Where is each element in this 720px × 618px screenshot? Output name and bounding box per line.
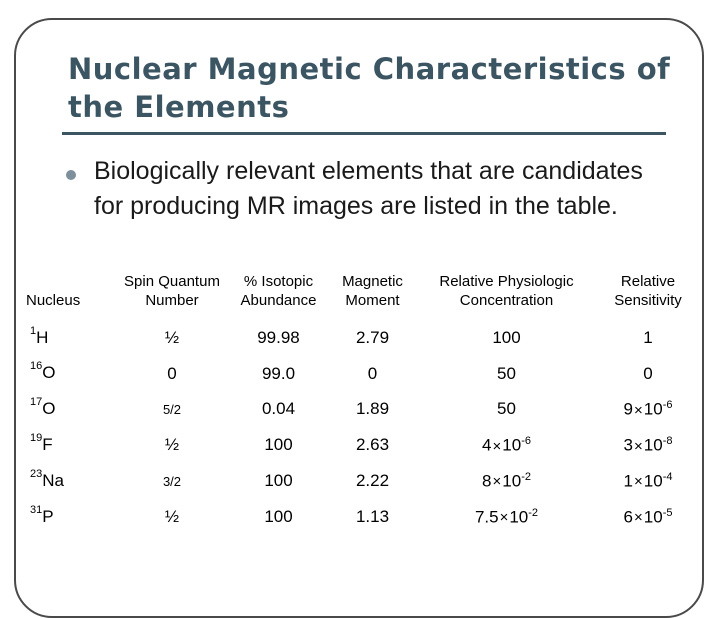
moment-cell: 0 [367,363,378,383]
frame-gap [0,210,8,460]
header-spin: Spin Quantum Number [124,273,220,309]
nucleus-cell [20,463,115,499]
element-symbol: H [36,327,49,347]
header-moment: Magnetic Moment [342,273,403,309]
base: 10 [643,435,663,455]
sensitivity-cell [596,499,700,535]
table-row [20,392,700,428]
abundance-cell: 100 [264,435,293,455]
concentration-cell [417,463,596,499]
exponent: -2 [521,470,531,483]
slide-title: Nuclear Magnetic Characteristics of the Elements [68,52,671,124]
spin-cell: ½ [164,435,180,455]
sensitivity-cell [596,392,700,428]
times-sign: × [634,509,643,527]
mantissa: 9 [623,399,633,419]
times-sign: × [499,509,509,527]
concentration-cell [417,499,596,535]
exponent: -4 [662,470,673,483]
table-row [20,463,700,499]
concentration-cell: 100 [492,327,521,347]
mass-number: 19 [30,431,43,444]
table-row [20,499,700,535]
times-sign: × [634,437,643,455]
exponent: -6 [521,434,531,447]
mantissa: 7.5 [474,507,499,527]
abundance-cell: 99.0 [261,363,296,383]
moment-cell: 2.22 [355,471,390,491]
bullet-icon [66,170,76,180]
table-row [20,320,700,356]
spin-cell: ½ [164,327,180,347]
element-symbol: O [42,363,56,383]
exponent: -6 [662,399,673,412]
abundance-cell: 100 [264,506,293,526]
element-symbol: Na [42,470,64,490]
base: 10 [502,471,522,491]
times-sign: × [492,437,502,455]
element-symbol: F [42,434,53,454]
exponent: -8 [662,434,673,447]
sensitivity-cell [596,463,700,499]
table-header-row [20,262,700,320]
spin-cell: ½ [164,506,180,526]
moment-cell: 1.13 [355,506,390,526]
element-symbol: O [42,399,56,419]
spin-cell: 3/2 [162,473,182,489]
mass-number: 1 [30,324,37,337]
nucleus-cell [20,356,115,392]
base: 10 [509,507,529,527]
mantissa: 3 [623,435,633,455]
moment-cell: 1.89 [355,399,390,419]
abundance-cell: 100 [264,471,293,491]
times-sign: × [634,473,643,491]
base: 10 [643,471,663,491]
mantissa: 1 [623,471,633,491]
mantissa: 6 [623,507,633,527]
abundance-cell: 0.04 [261,399,296,419]
sensitivity-cell: 0 [643,363,653,383]
exponent: -2 [528,506,539,519]
concentration-cell: 50 [497,363,516,383]
table-row [20,356,700,392]
bullet-text: Biologically relevant elements that are candidates for producing MR images are listed in the table. [94,157,643,220]
nucleus-cell [20,427,115,463]
nucleus-cell [20,392,115,428]
mantissa: 8 [482,471,492,491]
header-abundance: % Isotopic Abundance [240,273,317,309]
base: 10 [643,507,663,527]
concentration-cell: 50 [497,399,516,419]
header-nucleus: Nucleus [26,292,81,309]
element-symbol: P [42,506,54,526]
title-divider [62,132,666,135]
mass-number: 17 [30,396,43,409]
times-sign: × [492,473,502,491]
header-concentration: Relative Physiologic Concentration [439,273,574,309]
moment-cell: 2.63 [355,435,390,455]
spin-cell: 0 [167,363,177,383]
table-row [20,427,700,463]
spin-cell: 5/2 [162,401,182,417]
abundance-cell: 99.98 [257,327,300,347]
moment-cell: 2.79 [355,327,390,347]
concentration-cell [417,427,596,463]
mass-number: 31 [30,503,43,516]
mantissa: 4 [482,435,492,455]
base: 10 [643,399,663,419]
header-sensitivity: Relative Sensitivity [614,273,682,309]
times-sign: × [634,401,643,419]
nucleus-cell [20,499,115,535]
exponent: -5 [662,506,673,519]
nucleus-cell [20,320,115,356]
nmr-table [20,262,700,535]
mass-number: 23 [30,467,43,480]
base: 10 [502,435,522,455]
sensitivity-cell [596,427,700,463]
mass-number: 16 [30,360,43,373]
sensitivity-cell: 1 [643,327,653,347]
